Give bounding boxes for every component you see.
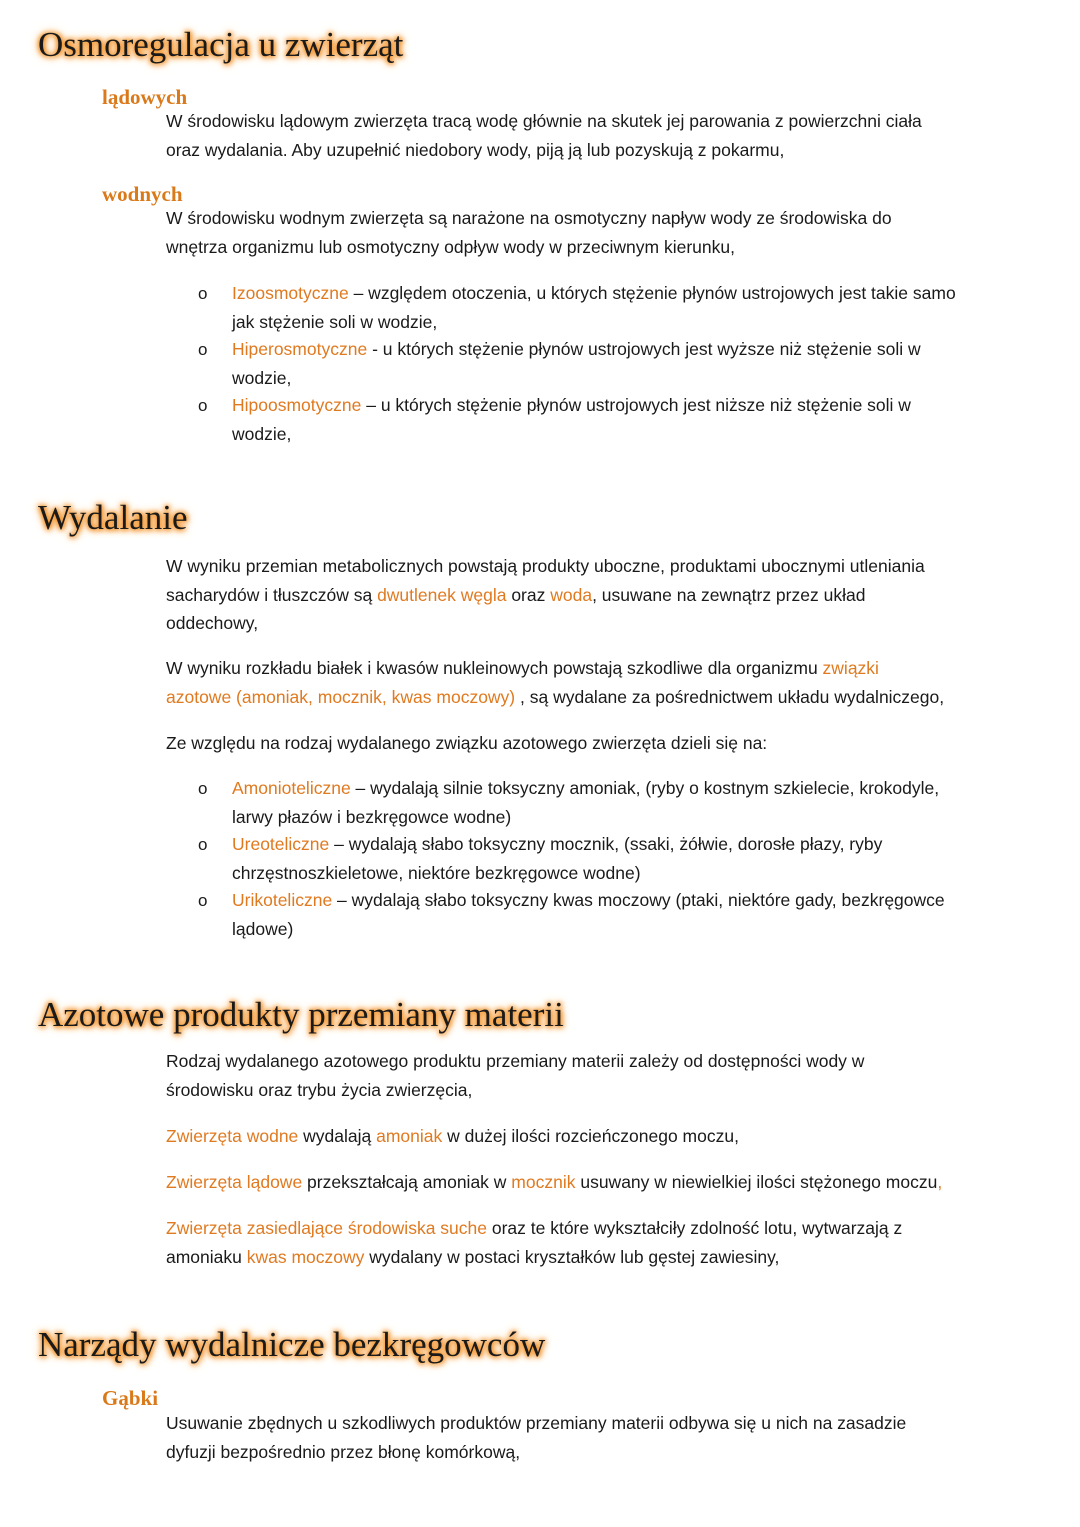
- term-highlight: Zwierzęta wodne: [166, 1126, 299, 1146]
- item-text: lądowe): [232, 918, 294, 939]
- paragraph-wydalanie-2: [166, 654, 986, 711]
- term-highlight: azotowe (amoniak, mocznik, kwas moczowy): [166, 686, 516, 707]
- section-title-osmoregulacja: Osmoregulacja u zwierząt: [38, 25, 404, 64]
- bullet-circle-icon: o: [198, 835, 208, 854]
- term-highlight: amoniak: [376, 1126, 443, 1146]
- bullet-circle-icon: o: [198, 284, 208, 303]
- term-highlight: Izoosmotyczne: [232, 283, 349, 303]
- text-fragment: przekształcają amoniak w: [302, 1172, 512, 1192]
- text-fragment: W wyniku rozkładu białek i kwasów nukleinowych powstają szkodliwe dla organizmu: [166, 658, 823, 678]
- term-highlight: kwas moczowy: [246, 1246, 365, 1267]
- text-line: wnętrza organizmu lub osmotyczny odpływ wody w przeciwnym kierunku,: [166, 236, 735, 257]
- list-item: [232, 279, 1002, 336]
- paragraph-wydalanie-3: [166, 729, 986, 758]
- term-highlight: Zwierzęta lądowe: [166, 1172, 303, 1192]
- term-highlight: mocznik: [511, 1172, 576, 1192]
- text-fragment: amoniaku: [166, 1246, 247, 1267]
- text-line: oddechowy,: [166, 613, 259, 633]
- text-line: dyfuzji bezpośrednio przez błonę komórkową,: [166, 1441, 521, 1462]
- section-title-narzady: Narządy wydalnicze bezkręgowców: [38, 1325, 546, 1364]
- list-item: [232, 886, 1002, 943]
- text-line: W środowisku wodnym zwierzęta są narażone na osmotyczny napływ wody ze środowiska do: [166, 208, 892, 228]
- subheading-gabki: Gąbki: [102, 1386, 159, 1410]
- text-line: środowisku oraz trybu życia zwierzęcia,: [166, 1079, 473, 1100]
- text-fragment: oraz: [506, 584, 551, 605]
- list-item: [232, 335, 1002, 392]
- paragraph-wydalanie-1: [166, 552, 986, 638]
- text-line: Rodzaj wydalanego azotowego produktu przemiany materii zależy od dostępności wody w: [166, 1051, 865, 1071]
- term-highlight: Amonioteliczne: [232, 778, 351, 798]
- subheading-wodnych: wodnych: [102, 182, 183, 206]
- text-fragment: , usuwane na zewnątrz przez układ: [592, 584, 866, 605]
- text-fragment: wydalany w postaci kryształków lub gęstej zawiesiny,: [364, 1246, 780, 1267]
- section-title-wydalanie: Wydalanie: [38, 498, 188, 537]
- item-text: wodzie,: [232, 367, 292, 388]
- text-fragment: oraz te które wykształciły zdolność lotu, wytwarzają z: [486, 1218, 903, 1238]
- term-highlight: związki: [822, 658, 879, 678]
- term-highlight: dwutlenek węgla: [377, 584, 507, 605]
- item-text: – względem otoczenia, u których stężenie płynów ustrojowych jest takie samo: [348, 283, 956, 303]
- text-fragment: sacharydów i tłuszczów są: [166, 584, 378, 605]
- text-fragment: w dużej ilości rozcieńczonego moczu,: [442, 1126, 739, 1146]
- bullet-circle-icon: o: [198, 779, 208, 798]
- text-fragment: wydalają: [298, 1126, 377, 1146]
- item-text: – u których stężenie płynów ustrojowych jest niższe niż stężenie soli w: [361, 395, 911, 415]
- bullet-circle-icon: o: [198, 340, 208, 359]
- list-item: [232, 774, 1002, 831]
- paragraph-azotowe-4: [166, 1214, 986, 1271]
- term-highlight: Urikoteliczne: [232, 890, 333, 910]
- item-text: wodzie,: [232, 423, 292, 444]
- paragraph-gabki: [166, 1409, 986, 1466]
- list-item: [232, 830, 1002, 887]
- subheading-ladowych: lądowych: [102, 85, 188, 109]
- item-text: chrzęstnoszkieletowe, niektóre bezkręgowce wodne): [232, 862, 641, 883]
- item-text: jak stężenie soli w wodzie,: [232, 311, 438, 332]
- text-fragment: usuwany w niewielkiej ilości stężonego moczu: [575, 1172, 938, 1192]
- term-highlight: Ureoteliczne: [232, 834, 330, 854]
- paragraph-ladowych: [166, 107, 986, 164]
- paragraph-azotowe-3: [166, 1168, 986, 1197]
- paragraph-azotowe-2: [166, 1122, 986, 1151]
- text-line: Usuwanie zbędnych u szkodliwych produktów przemiany materii odbywa się u nich na zasadzie: [166, 1413, 907, 1433]
- paragraph-wodnych: [166, 204, 986, 261]
- term-highlight: Zwierzęta zasiedlające środowiska suche: [166, 1218, 487, 1238]
- item-text: – wydalają słabo toksyczny kwas moczowy (ptaki, niektóre gady, bezkręgowce: [332, 890, 945, 910]
- bullet-circle-icon: o: [198, 396, 208, 415]
- term-highlight: woda: [550, 584, 593, 605]
- item-text: - u których stężenie płynów ustrojowych jest wyższe niż stężenie soli w: [367, 339, 921, 359]
- term-highlight: Hiperosmotyczne: [232, 339, 368, 359]
- term-highlight: Hipoosmotyczne: [232, 395, 362, 415]
- list-item: [232, 391, 1002, 448]
- text-line: Ze względu na rodzaj wydalanego związku azotowego zwierzęta dzieli się na:: [166, 733, 768, 753]
- bullet-circle-icon: o: [198, 891, 208, 910]
- paragraph-azotowe-1: [166, 1047, 986, 1104]
- text-fragment: , są wydalane za pośrednictwem układu wydalniczego,: [515, 686, 945, 707]
- term-highlight: ,: [937, 1172, 943, 1192]
- text-line: oraz wydalania. Aby uzupełnić niedobory wody, piją ją lub pozyskują z pokarmu,: [166, 139, 785, 160]
- item-text: – wydalają słabo toksyczny mocznik, (ssaki, żółwie, dorosłe płazy, ryby: [329, 834, 883, 854]
- text-line: W środowisku lądowym zwierzęta tracą wodę głównie na skutek jej parowania z powierzchni ciała: [166, 111, 922, 131]
- item-text: larwy płazów i bezkręgowce wodne): [232, 806, 512, 827]
- section-title-azotowe: Azotowe produkty przemiany materii: [38, 995, 564, 1034]
- text-line: W wyniku przemian metabolicznych powstają produkty uboczne, produktami ubocznymi utleniania: [166, 556, 925, 576]
- item-text: – wydalają silnie toksyczny amoniak, (ryby o kostnym szkielecie, krokodyle,: [350, 778, 940, 798]
